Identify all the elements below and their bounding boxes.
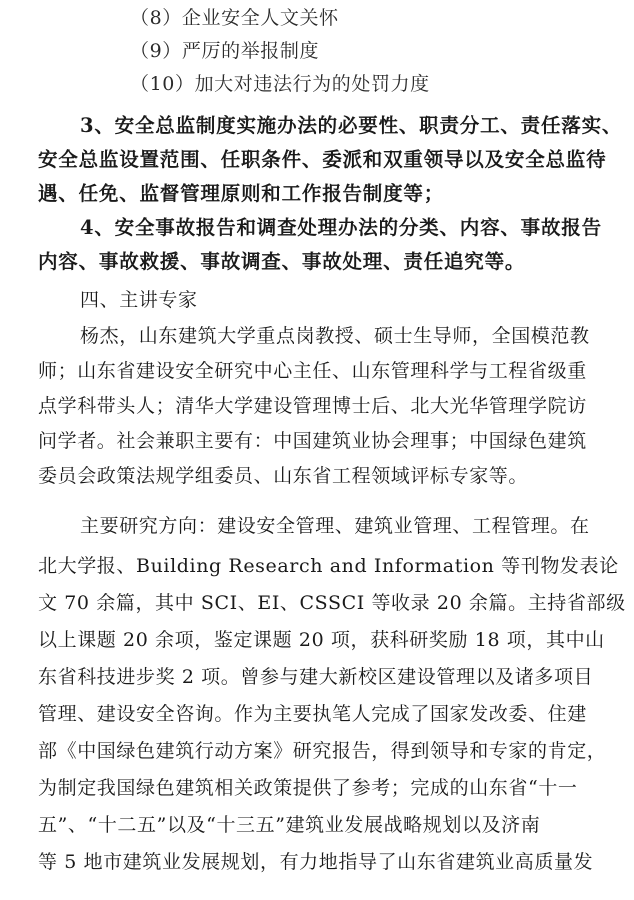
bio-line-4: 问学者。社会兼职主要有：中国建筑业协会理事；中国绿色建筑 — [38, 430, 587, 452]
item4-line-1: 4、安全事故报告和调查处理办法的分类、内容、事故报告 — [80, 216, 602, 239]
research-line-7: 部《中国绿色建筑行动方案》研究报告，得到领导和专家的肯定， — [38, 740, 607, 762]
bio-line-1: 杨杰，山东建筑大学重点岗教授、硕士生导师，全国模范教 — [80, 325, 590, 347]
research-line-6: 管理、建设安全咨询。作为主要执笔人完成了国家发改委、住建 — [38, 703, 587, 725]
item3-line-2: 安全总监设置范围、任职条件、委派和双重领导以及安全总监待 — [38, 148, 607, 171]
item4-line-2: 内容、事故救援、事故调查、事故处理、责任追究等。 — [38, 250, 526, 273]
research-line-1: 主要研究方向：建设安全管理、建筑业管理、工程管理。在 — [80, 515, 590, 537]
research-line-2: 北大学报、Building Research and Information 等刊物发表论 — [38, 555, 619, 577]
research-line-10: 等 5 地市建筑业发展规划，有力地指导了山东省建筑业高质量发 — [38, 851, 594, 873]
research-line-3: 文 70 余篇，其中 SCI、EI、CSSCI 等收录 20 余篇。主持省部级 — [38, 592, 626, 614]
bio-line-3: 点学科带头人；清华大学建设管理博士后、北大光华管理学院访 — [38, 395, 587, 417]
research-line-9: 五”、“十二五”以及“十三五”建筑业发展战略规划以及济南 — [38, 814, 541, 836]
list-item-8: （8）企业安全人文关怀 — [130, 7, 339, 29]
list-item-10: （10）加大对违法行为的处罚力度 — [130, 73, 430, 95]
research-line-4: 以上课题 20 余项，鉴定课题 20 项，获科研奖励 18 项，其中山 — [38, 629, 605, 651]
item3-line-3: 遇、任免、监督管理原则和工作报告制度等； — [38, 182, 445, 205]
list-item-9: （9）严厉的举报制度 — [130, 40, 320, 62]
section-heading: 四、主讲专家 — [80, 289, 198, 311]
item3-line-1: 3、安全总监制度实施办法的必要性、职责分工、责任落实、 — [80, 114, 623, 137]
research-line-8: 为制定我国绿色建筑相关政策提供了参考；完成的山东省“十一 — [38, 777, 578, 799]
bio-line-2: 师；山东省建设安全研究中心主任、山东管理科学与工程省级重 — [38, 360, 587, 382]
research-line-5: 东省科技进步奖 2 项。曾参与建大新校区建设管理以及诸多项目 — [38, 666, 594, 688]
bio-line-5: 委员会政策法规学组委员、山东省工程领域评标专家等。 — [38, 465, 529, 487]
